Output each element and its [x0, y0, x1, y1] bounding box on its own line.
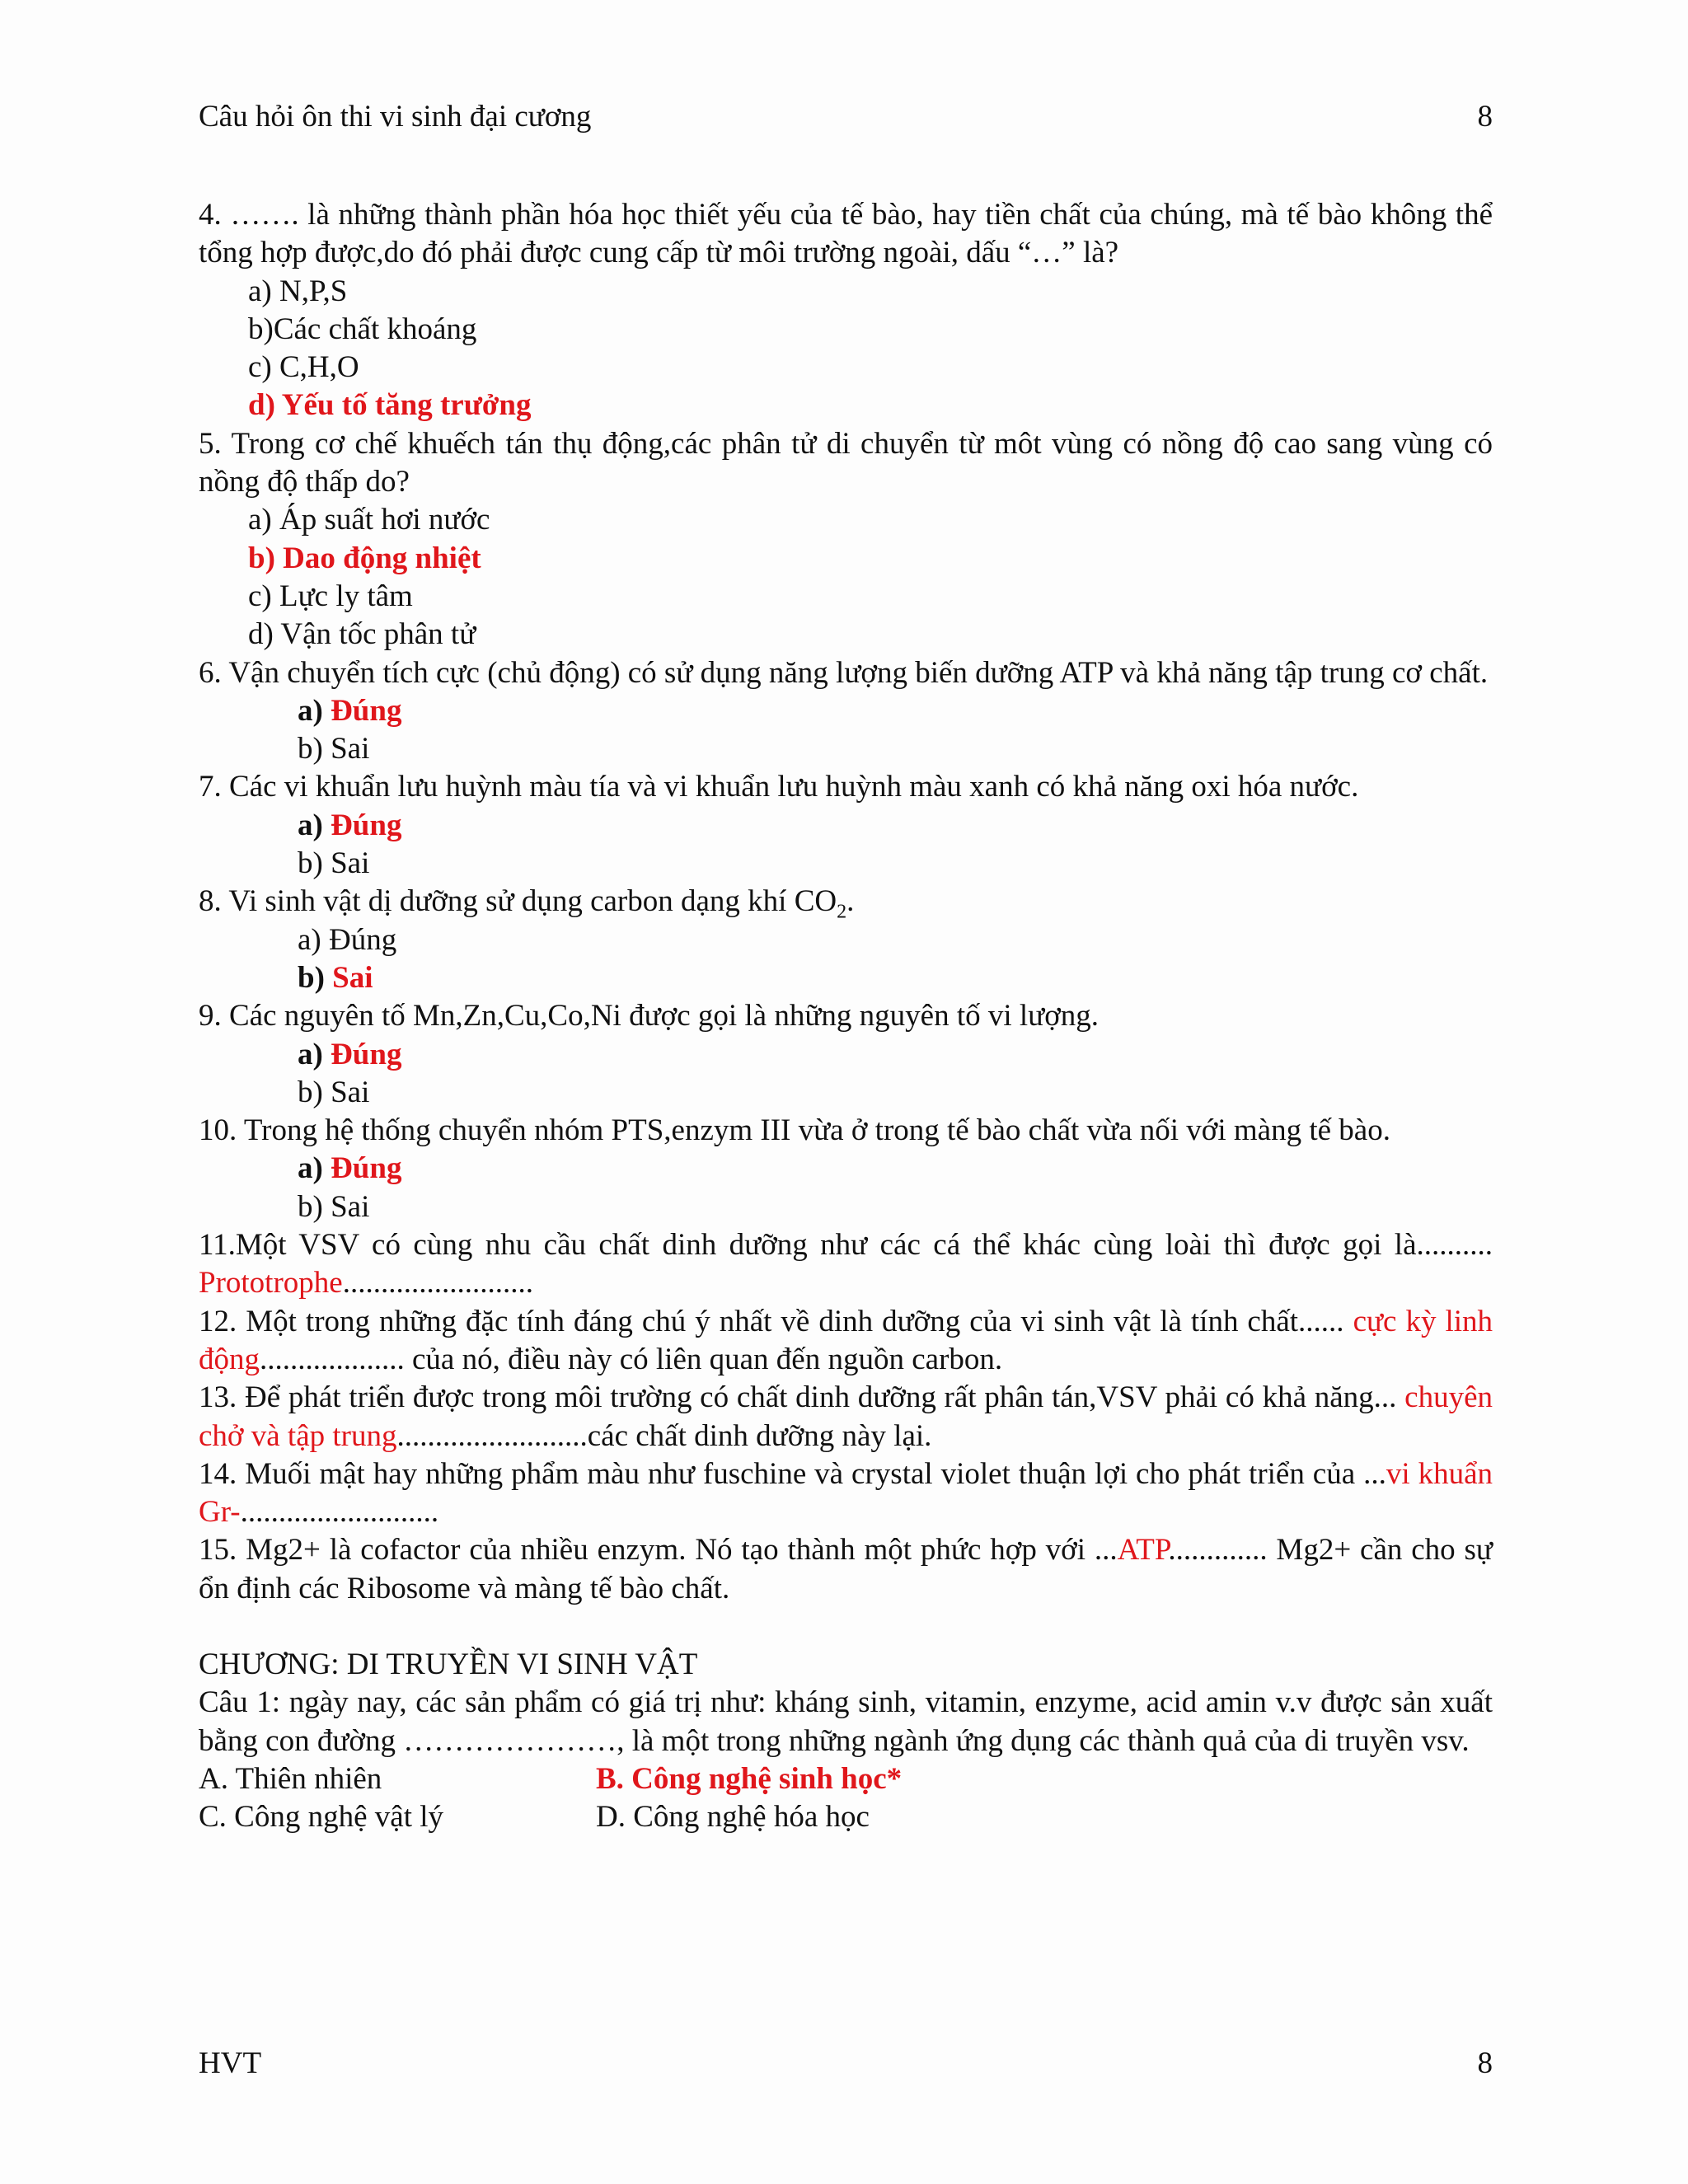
option-4c: c) C,H,O — [248, 350, 359, 385]
subscript: 2 — [837, 901, 847, 923]
question-13 — [199, 1379, 1493, 1455]
chapter-title: CHƯƠNG: DI TRUYỀN VI SINH VẬT — [199, 1647, 698, 1681]
footer-page-number: 8 — [1477, 2046, 1493, 2080]
option-9b: b) Sai — [298, 1075, 370, 1109]
header-title: Câu hỏi ôn thi vi sinh đại cương — [199, 100, 592, 134]
question-text-end: .......................... — [240, 1495, 439, 1530]
chapter-question-1: Câu 1: ngày nay, các sản phẩm có giá trị như: kháng sinh, vitamin, enzyme, acid amin v.v được sản xuất bằng con đường …………………, là một trong những ngành ứng dụng các thành quả của di truyền vsv. — [199, 1685, 1493, 1758]
option-prefix: a) — [298, 1037, 331, 1071]
option-9a — [199, 1036, 1493, 1074]
document-body — [199, 196, 1493, 1836]
answer-text: ATP — [1117, 1533, 1169, 1568]
question-4: 4. ……. là những thành phần hóa học thiết yếu của tế bào, hay tiền chất của chúng, mà tế bào không thể tổng hợp được,do đó phải được cung cấp từ môi trường ngoài, dấu “…” là? — [199, 198, 1493, 270]
header-page-number: 8 — [1477, 100, 1493, 134]
question-10: 10. Trong hệ thống chuyển nhóm PTS,enzym III vừa ở trong tế bào chất vừa nối với màng tế bào. — [199, 1113, 1390, 1148]
question-15 — [199, 1531, 1493, 1608]
option-prefix: a) — [298, 808, 331, 842]
question-9: 9. Các nguyên tố Mn,Zn,Cu,Co,Ni được gọi là những nguyên tố vi lượng. — [199, 999, 1100, 1033]
answer-text: Prototrophe — [199, 1266, 343, 1301]
option-4a: a) N,P,S — [248, 274, 348, 308]
option-B-answer: B. Công nghệ sinh học* — [596, 1761, 903, 1796]
option-6b: b) Sai — [298, 732, 370, 766]
answer-text: Đúng — [331, 693, 402, 728]
question-text-end: ......................... — [342, 1266, 533, 1301]
question-5: 5. Trong cơ chế khuếch tán thụ động,các phân tử di chuyển từ môt vùng có nồng độ cao sang vùng có nồng độ thấp do? — [199, 426, 1493, 499]
option-prefix: a) — [298, 693, 331, 728]
question-8-text: 8. Vi sinh vật dị dưỡng sử dụng carbon dạng khí CO — [199, 884, 837, 919]
option-7a — [199, 807, 1493, 845]
question-8 — [199, 883, 1493, 921]
option-5a: a) Áp suất hơi nước — [248, 503, 490, 537]
page-header — [199, 99, 1493, 134]
question-text: 12. Một trong những đặc tính đáng chú ý nhất về dinh dưỡng của vi sinh vật là tính chất...... — [199, 1304, 1353, 1338]
option-D: D. Công nghệ hóa học — [596, 1800, 870, 1835]
option-5d: d) Vận tốc phân tử — [248, 617, 476, 652]
question-12 — [199, 1303, 1493, 1380]
answer-options-grid — [199, 1760, 1493, 1837]
question-text-end: ................... của nó, điều này có liên quan đến nguồn carbon. — [260, 1342, 1003, 1376]
question-6: 6. Vận chuyển tích cực (chủ động) có sử dụng năng lượng biến dưỡng ATP và khả năng tập trung cơ chất. — [199, 655, 1489, 690]
spacer — [199, 1608, 1493, 1646]
option-10b: b) Sai — [298, 1189, 370, 1224]
answer-text: vi khuẩn Gr- — [199, 1456, 1493, 1530]
option-A: A. Thiên nhiên — [199, 1761, 382, 1796]
answer-text: cực kỳ linh động — [199, 1304, 1493, 1376]
option-5c: c) Lực ly tâm — [248, 579, 413, 613]
footer-author: HVT — [199, 2046, 262, 2080]
question-8-end: . — [846, 884, 855, 919]
option-5b-answer: b) Dao động nhiệt — [248, 541, 481, 575]
page-footer — [199, 2046, 1493, 2081]
question-11 — [199, 1226, 1493, 1303]
question-text: 14. Muối mật hay những phẩm màu như fuschine và crystal violet thuận lợi cho phát triển của ... — [199, 1456, 1386, 1491]
answer-text: Sai — [332, 960, 373, 995]
option-6a — [199, 692, 1493, 730]
option-C: C. Công nghệ vật lý — [199, 1800, 444, 1835]
answer-text: chuyên chở và tập trung — [199, 1380, 1493, 1453]
option-4d-answer: d) Yếu tố tăng trưởng — [248, 388, 532, 423]
option-prefix: a) — [298, 1151, 331, 1186]
answer-text: Đúng — [331, 1037, 402, 1071]
question-7: 7. Các vi khuẩn lưu huỳnh màu tía và vi khuẩn lưu huỳnh màu xanh có khả năng oxi hóa nước. — [199, 770, 1359, 804]
question-text: 15. Mg2+ là cofactor của nhiều enzym. Nó tạo thành một phức hợp với ... — [199, 1533, 1118, 1568]
question-text: 13. Để phát triển được trong môi trường có chất dinh dưỡng rất phân tán,VSV phải có khả năng... — [199, 1380, 1405, 1415]
answer-text: Đúng — [331, 808, 402, 842]
option-4b: b)Các chất khoáng — [248, 312, 477, 346]
answer-text: Đúng — [331, 1151, 402, 1186]
question-text: 11.Một VSV có cùng nhu cầu chất dinh dưỡng như các cá thể khác cùng loài thì được gọi là.......... — [199, 1228, 1493, 1263]
question-text-end: .........................các chất dinh dưỡng này lại. — [396, 1418, 932, 1453]
question-text-end: ............. Mg2+ cần cho sự ổn định các Ribosome và màng tế bào chất. — [199, 1533, 1493, 1605]
option-8a: a) Đúng — [298, 922, 397, 957]
option-7b: b) Sai — [298, 846, 370, 881]
option-prefix: b) — [298, 960, 333, 995]
question-14 — [199, 1455, 1493, 1532]
option-8b — [199, 959, 1493, 997]
option-10a — [199, 1150, 1493, 1188]
